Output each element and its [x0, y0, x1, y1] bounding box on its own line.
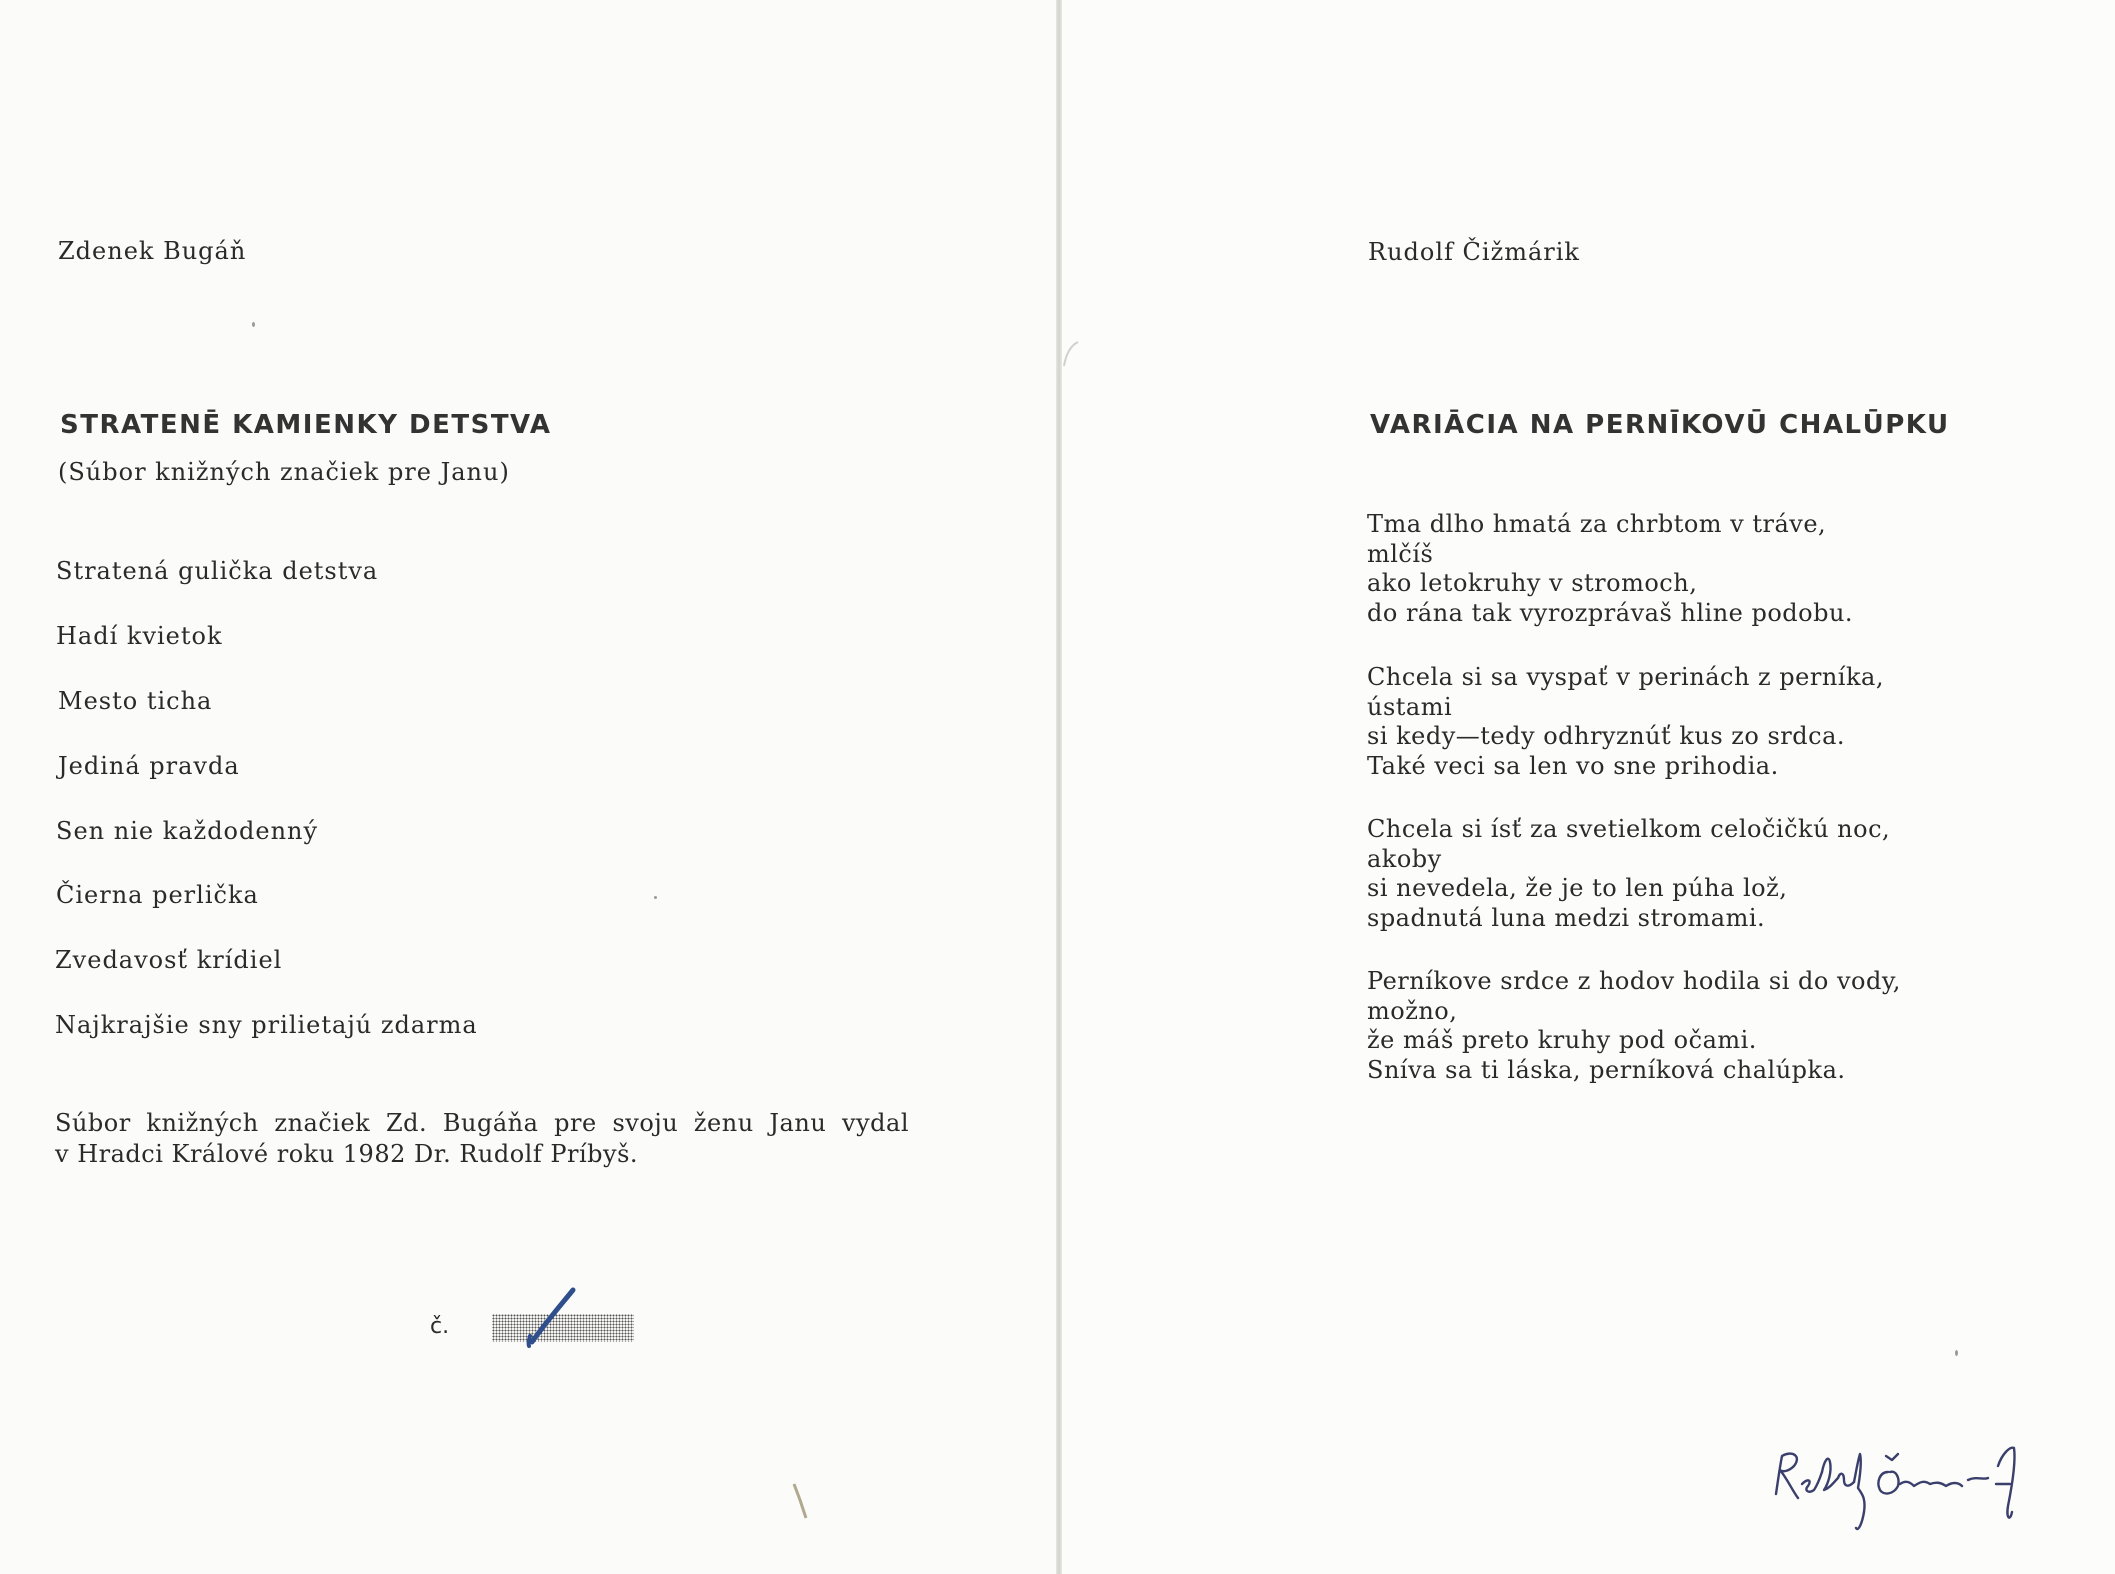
verse-line: možno,: [1367, 996, 1458, 1025]
verse-line: spadnutá luna medzi stromami.: [1367, 903, 1766, 932]
verse-line: ako letokruhy v stromoch,: [1367, 569, 1698, 597]
list-item: Jediná pravda: [58, 752, 240, 780]
right-title: VARIĀCIA NA PERNĪKOVŪ CHALŪPKU: [1370, 410, 1950, 440]
verse-line: že máš preto kruhy pod očami.: [1367, 1026, 1757, 1054]
handwritten-number-one: [520, 1284, 580, 1348]
verse-line: ústami: [1367, 692, 1453, 721]
left-author: Zdenek Bugáň: [58, 237, 247, 265]
paper-crease: [1062, 340, 1082, 370]
handwritten-signature: [1762, 1432, 2062, 1548]
colophon-line: Súbor knižných značiek Zd. Bugáňa pre svoju ženu Janu vydal: [55, 1109, 909, 1137]
stanza: [1367, 815, 1890, 933]
number-label: č.: [430, 1314, 450, 1339]
list-item: Čierna perlička: [56, 881, 259, 909]
list-item: Hadí kvietok: [56, 622, 223, 650]
colophon: [55, 1108, 909, 1170]
paper-speck: [1955, 1350, 1958, 1356]
verse-line: Sníva sa ti láska, perníková chalúpka.: [1367, 1055, 1846, 1084]
paper-speck: [252, 322, 255, 327]
paper-mark: [790, 1482, 812, 1522]
verse-line: do rána tak vyrozprávaš hline podobu.: [1367, 598, 1854, 627]
verse-line: si nevedela, že je to len púha lož,: [1367, 874, 1788, 902]
left-subtitle: (Súbor knižných značiek pre Janu): [58, 458, 510, 486]
list-item: Mesto ticha: [58, 687, 213, 715]
stanza: [1367, 967, 1901, 1085]
list-item: Najkrajšie sny prilietajú zdarma: [55, 1011, 478, 1039]
verse-line: Chcela si sa vyspať v perinách z perníka,: [1367, 663, 1884, 691]
stanza: [1367, 663, 1884, 781]
verse-line: si kedy—tedy odhryznúť kus zo srdca.: [1367, 722, 1846, 750]
colophon-line: v Hradci Králové roku 1982 Dr. Rudolf Príbyš.: [55, 1140, 639, 1168]
paper-speck: [654, 896, 657, 899]
right-author: Rudolf Čižmárik: [1368, 238, 1580, 266]
verse-line: akoby: [1367, 844, 1442, 873]
left-title: STRATENĒ KAMIENKY DETSTVA: [60, 410, 552, 440]
verse-line: Perníkove srdce z hodov hodila si do vody,: [1367, 967, 1901, 995]
right-page: [1062, 0, 2115, 1574]
verse-line: Tma dlho hmatá za chrbtom v tráve,: [1367, 510, 1827, 538]
list-item: Zvedavosť krídiel: [55, 946, 283, 974]
verse-line: Také veci sa len vo sne prihodia.: [1367, 751, 1779, 780]
verse-line: mlčíš: [1367, 539, 1434, 568]
verse-line: Chcela si ísť za svetielkom celočičkú noc,: [1367, 815, 1891, 843]
left-page: [0, 0, 1056, 1574]
list-item: Sen nie každodenný: [56, 817, 319, 845]
list-item: Stratená gulička detstva: [56, 557, 379, 585]
stanza: [1367, 510, 1853, 628]
